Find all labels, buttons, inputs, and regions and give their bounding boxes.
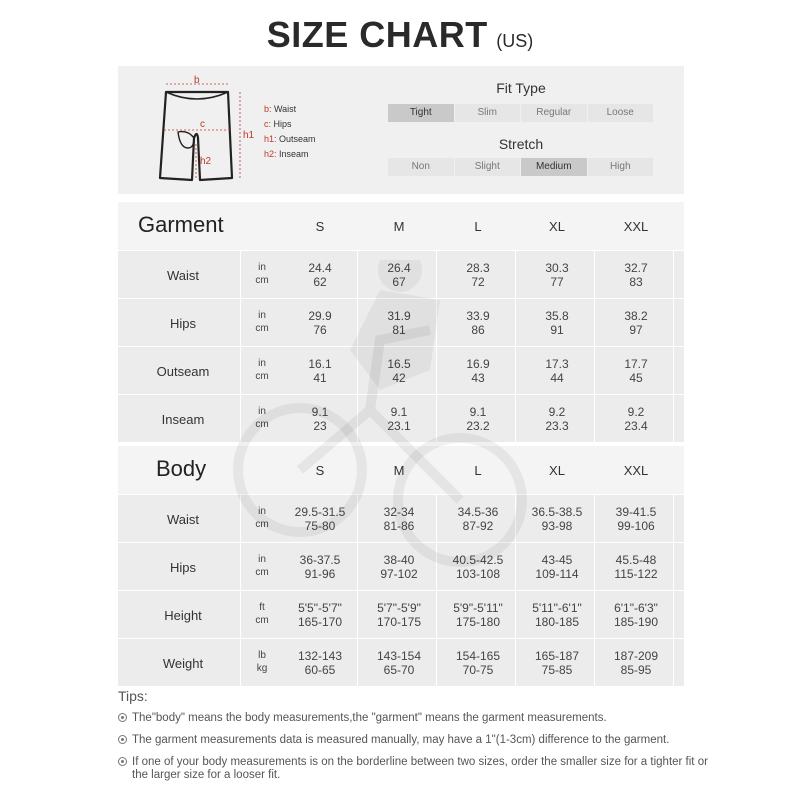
mark-c: c bbox=[200, 119, 205, 130]
cell-value: 9.1 bbox=[390, 405, 408, 419]
cell-value: 165-170 bbox=[297, 615, 343, 629]
unit-label: in bbox=[258, 554, 266, 565]
table-cell bbox=[512, 405, 602, 433]
title-sub: (US) bbox=[496, 31, 534, 51]
column-divider bbox=[240, 494, 241, 686]
cell-value: 30.3 bbox=[545, 261, 569, 275]
measure-legend bbox=[264, 102, 316, 162]
table-cell bbox=[275, 261, 365, 289]
size-header: M bbox=[393, 463, 405, 478]
cell-value: 87-92 bbox=[462, 519, 494, 533]
table-cell bbox=[433, 505, 523, 533]
cell-value: 97 bbox=[629, 323, 643, 337]
cell-value: 97-102 bbox=[380, 567, 418, 581]
table-cell bbox=[275, 649, 365, 677]
column-divider bbox=[515, 494, 516, 686]
table-cell bbox=[275, 601, 365, 629]
cell-value: 23 bbox=[313, 419, 327, 433]
tip-item: If one of your body measurements is on the borderline between two sizes, order the smaller size for a tighter fit or the larger size for a looser fit. bbox=[118, 756, 718, 782]
cell-value: 44 bbox=[550, 371, 564, 385]
unit-label: in bbox=[258, 506, 266, 517]
column-divider bbox=[357, 250, 358, 442]
legend-item: c: Hips bbox=[264, 119, 292, 129]
cell-value: 5'5"-5'7" bbox=[298, 601, 342, 615]
cell-value: 75-85 bbox=[541, 663, 573, 677]
table-row bbox=[118, 494, 684, 543]
size-header: M bbox=[393, 219, 405, 234]
cell-value: 43-45 bbox=[541, 553, 573, 567]
cell-value: 99-106 bbox=[617, 519, 655, 533]
cell-value: 16.1 bbox=[308, 357, 332, 371]
table-row bbox=[118, 590, 684, 639]
row-label: Waist bbox=[166, 512, 200, 527]
cell-value: 43 bbox=[471, 371, 485, 385]
table-cell bbox=[433, 309, 523, 337]
table-cell bbox=[591, 405, 681, 433]
cell-value: 24.4 bbox=[308, 261, 332, 275]
table-cell bbox=[512, 649, 602, 677]
cell-value: 23.4 bbox=[624, 419, 648, 433]
cell-value: 65-70 bbox=[383, 663, 415, 677]
cell-value: 9.1 bbox=[311, 405, 329, 419]
column-divider bbox=[673, 494, 674, 686]
cell-value: 185-190 bbox=[613, 615, 659, 629]
table-cell bbox=[354, 649, 444, 677]
cell-value: 77 bbox=[550, 275, 564, 289]
cell-value: 170-175 bbox=[376, 615, 422, 629]
cell-value: 9.1 bbox=[469, 405, 487, 419]
cell-value: 16.9 bbox=[466, 357, 490, 371]
table-cell bbox=[354, 405, 444, 433]
cell-value: 72 bbox=[471, 275, 485, 289]
cell-value: 5'7"-5'9" bbox=[377, 601, 421, 615]
unit-label: cm bbox=[255, 275, 269, 286]
row-label: Outseam bbox=[156, 364, 210, 379]
size-header: XL bbox=[549, 219, 565, 234]
cell-value: 23.1 bbox=[387, 419, 411, 433]
fit-panel bbox=[118, 66, 684, 194]
cell-value: 175-180 bbox=[455, 615, 501, 629]
table-cell bbox=[275, 553, 365, 581]
cell-value: 16.5 bbox=[387, 357, 411, 371]
tip-item: The"body" means the body measurements,the "garment" means the garment measurements. bbox=[118, 712, 718, 725]
unit-label: in bbox=[258, 310, 266, 321]
legend-item: h2: Inseam bbox=[264, 149, 309, 159]
table-cell bbox=[591, 261, 681, 289]
mark-h2: h2 bbox=[200, 156, 212, 167]
row-label: Hips bbox=[169, 560, 196, 575]
table-cell bbox=[433, 357, 523, 385]
tips-header: Tips: bbox=[118, 688, 148, 704]
cell-value: 45 bbox=[629, 371, 643, 385]
unit-label: cm bbox=[255, 567, 269, 578]
size-header: XXL bbox=[623, 463, 649, 478]
table-cell bbox=[433, 553, 523, 581]
cell-value: 28.3 bbox=[466, 261, 490, 275]
cell-value: 17.3 bbox=[545, 357, 569, 371]
column-divider bbox=[594, 250, 595, 442]
cell-value: 93-98 bbox=[541, 519, 573, 533]
table-cell bbox=[275, 309, 365, 337]
cell-value: 38-40 bbox=[383, 553, 415, 567]
fit-type-option: Tight bbox=[388, 104, 454, 122]
bullet-icon bbox=[118, 713, 127, 722]
table-row bbox=[118, 250, 684, 299]
row-label: Hips bbox=[169, 316, 196, 331]
garment-header bbox=[118, 202, 684, 250]
table-row bbox=[118, 542, 684, 591]
cell-value: 38.2 bbox=[624, 309, 648, 323]
unit-label: in bbox=[258, 406, 266, 417]
cell-value: 41 bbox=[313, 371, 327, 385]
cell-value: 81-86 bbox=[383, 519, 415, 533]
garment-label: Garment bbox=[138, 212, 224, 237]
unit-label: kg bbox=[256, 663, 268, 674]
cell-value: 5'9"-5'11" bbox=[453, 601, 503, 615]
unit-label: in bbox=[258, 358, 266, 369]
table-cell bbox=[512, 309, 602, 337]
cell-value: 39-41.5 bbox=[615, 505, 657, 519]
row-label: Height bbox=[164, 608, 202, 623]
size-header: XL bbox=[549, 463, 565, 478]
row-label: Waist bbox=[166, 268, 200, 283]
cell-value: 45.5-48 bbox=[615, 553, 657, 567]
mark-b: b bbox=[194, 75, 200, 86]
table-cell bbox=[512, 505, 602, 533]
table-row bbox=[118, 394, 684, 443]
table-cell bbox=[433, 649, 523, 677]
table-cell bbox=[433, 601, 523, 629]
cell-value: 81 bbox=[392, 323, 406, 337]
garment-table bbox=[118, 202, 684, 442]
fit-type-title: Fit Type bbox=[496, 80, 546, 96]
cell-value: 36-37.5 bbox=[299, 553, 341, 567]
stretch-option: Medium bbox=[521, 158, 587, 176]
cell-value: 9.2 bbox=[548, 405, 566, 419]
size-header: L bbox=[474, 219, 482, 234]
fit-type-option: Loose bbox=[588, 104, 654, 122]
column-divider bbox=[515, 250, 516, 442]
cell-value: 23.2 bbox=[466, 419, 490, 433]
cell-value: 187-209 bbox=[613, 649, 659, 663]
legend-item: b: Waist bbox=[264, 104, 297, 114]
cell-value: 32.7 bbox=[624, 261, 648, 275]
column-divider bbox=[357, 494, 358, 686]
cell-value: 9.2 bbox=[627, 405, 645, 419]
cell-value: 33.9 bbox=[466, 309, 490, 323]
mark-h1: h1 bbox=[243, 130, 255, 141]
table-row bbox=[118, 346, 684, 395]
unit-label: lb bbox=[258, 650, 266, 661]
table-cell bbox=[354, 553, 444, 581]
column-divider bbox=[673, 250, 674, 442]
tip-item: The garment measurements data is measured manually, may have a 1"(1-3cm) difference to the garment. bbox=[118, 734, 718, 747]
table-cell bbox=[275, 505, 365, 533]
size-header: S bbox=[315, 219, 325, 234]
unit-label: in bbox=[258, 262, 266, 273]
page-title bbox=[0, 14, 800, 56]
stretch-title: Stretch bbox=[498, 136, 544, 152]
body-table bbox=[118, 446, 684, 686]
body-header bbox=[118, 446, 684, 494]
cell-value: 86 bbox=[471, 323, 485, 337]
unit-label: cm bbox=[255, 419, 269, 430]
cell-value: 42 bbox=[392, 371, 406, 385]
cell-value: 154-165 bbox=[455, 649, 501, 663]
cell-value: 31.9 bbox=[387, 309, 411, 323]
title-main: SIZE CHART bbox=[266, 14, 488, 55]
shorts-diagram-icon bbox=[128, 74, 368, 186]
table-row bbox=[118, 638, 684, 687]
size-header: S bbox=[315, 463, 325, 478]
table-row bbox=[118, 298, 684, 347]
column-divider bbox=[436, 494, 437, 686]
table-cell bbox=[275, 405, 365, 433]
column-divider bbox=[436, 250, 437, 442]
cell-value: 23.3 bbox=[545, 419, 569, 433]
table-cell bbox=[512, 553, 602, 581]
fit-type-option: Slim bbox=[455, 104, 521, 122]
column-divider bbox=[240, 250, 241, 442]
cell-value: 35.8 bbox=[545, 309, 569, 323]
bullet-icon bbox=[118, 757, 127, 766]
table-cell bbox=[591, 649, 681, 677]
table-cell bbox=[354, 601, 444, 629]
table-cell bbox=[591, 357, 681, 385]
table-cell bbox=[354, 309, 444, 337]
row-label: Weight bbox=[162, 656, 204, 671]
stretch-option: Slight bbox=[455, 158, 521, 176]
cell-value: 75-80 bbox=[304, 519, 336, 533]
cell-value: 83 bbox=[629, 275, 643, 289]
fit-type-scale bbox=[388, 104, 654, 122]
row-label: Inseam bbox=[161, 412, 205, 427]
column-divider bbox=[594, 494, 595, 686]
cell-value: 67 bbox=[392, 275, 406, 289]
cell-value: 60-65 bbox=[304, 663, 336, 677]
table-cell bbox=[512, 601, 602, 629]
cell-value: 6'1"-6'3" bbox=[614, 601, 658, 615]
legend-item: h1: Outseam bbox=[264, 134, 316, 144]
table-cell bbox=[591, 553, 681, 581]
cell-value: 132-143 bbox=[297, 649, 343, 663]
unit-label: cm bbox=[255, 615, 269, 626]
cell-value: 103-108 bbox=[455, 567, 501, 581]
table-cell bbox=[512, 357, 602, 385]
unit-label: ft bbox=[259, 602, 265, 613]
fit-type-option: Regular bbox=[521, 104, 587, 122]
table-cell bbox=[354, 261, 444, 289]
table-cell bbox=[354, 505, 444, 533]
cell-value: 29.5-31.5 bbox=[294, 505, 346, 519]
cell-value: 165-187 bbox=[534, 649, 580, 663]
cell-value: 29.9 bbox=[308, 309, 332, 323]
table-cell bbox=[591, 601, 681, 629]
cell-value: 32-34 bbox=[383, 505, 415, 519]
table-cell bbox=[512, 261, 602, 289]
stretch-scale bbox=[388, 158, 654, 176]
table-cell bbox=[433, 261, 523, 289]
table-cell bbox=[591, 309, 681, 337]
cell-value: 5'11"-6'1" bbox=[532, 601, 582, 615]
body-label: Body bbox=[156, 456, 207, 481]
cell-value: 34.5-36 bbox=[457, 505, 499, 519]
unit-label: cm bbox=[255, 371, 269, 382]
table-cell bbox=[275, 357, 365, 385]
cell-value: 180-185 bbox=[534, 615, 580, 629]
unit-label: cm bbox=[255, 519, 269, 530]
cell-value: 115-122 bbox=[614, 567, 658, 581]
cell-value: 70-75 bbox=[462, 663, 494, 677]
tips-section bbox=[118, 688, 718, 791]
bullet-icon bbox=[118, 735, 127, 744]
cell-value: 76 bbox=[313, 323, 327, 337]
cell-value: 17.7 bbox=[624, 357, 648, 371]
cell-value: 40.5-42.5 bbox=[452, 553, 504, 567]
table-cell bbox=[591, 505, 681, 533]
size-header: XXL bbox=[623, 219, 649, 234]
cell-value: 91-96 bbox=[304, 567, 336, 581]
cell-value: 62 bbox=[313, 275, 327, 289]
cell-value: 85-95 bbox=[620, 663, 652, 677]
stretch-option: High bbox=[588, 158, 654, 176]
table-cell bbox=[354, 357, 444, 385]
cell-value: 36.5-38.5 bbox=[531, 505, 583, 519]
cell-value: 109-114 bbox=[535, 567, 579, 581]
cell-value: 91 bbox=[550, 323, 564, 337]
stretch-option: Non bbox=[388, 158, 454, 176]
cell-value: 26.4 bbox=[387, 261, 411, 275]
unit-label: cm bbox=[255, 323, 269, 334]
size-header: L bbox=[474, 463, 482, 478]
cell-value: 143-154 bbox=[376, 649, 422, 663]
table-cell bbox=[433, 405, 523, 433]
